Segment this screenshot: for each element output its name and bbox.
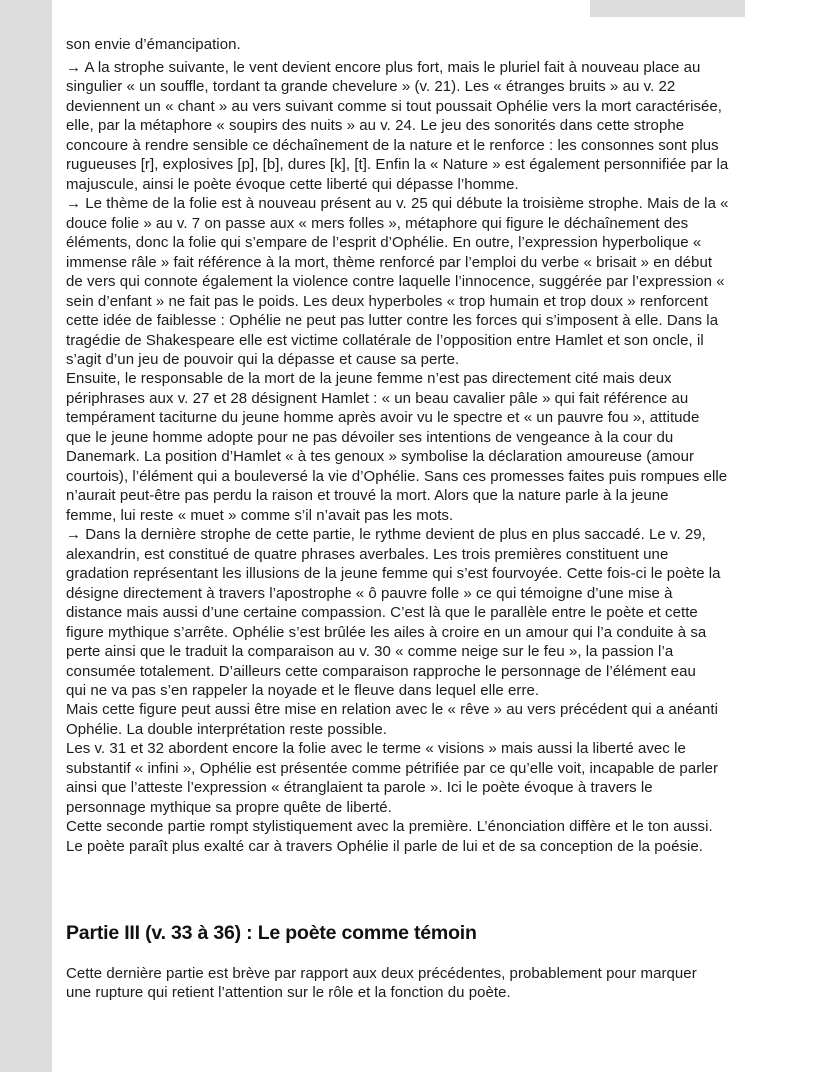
text-line: → Dans la dernière strophe de cette partie, le rythme devient de plus en plus saccadé. Le v. 29, xyxy=(66,526,706,544)
text-line: qui ne va pas s’en rappeler la noyade et le fleuve dans lequel elle erre. xyxy=(66,681,540,699)
text-line: immense râle » fait référence à la mort, thème renforcé par l’emploi du verbe « brisait » en début xyxy=(66,253,713,271)
text-line: tempérament taciturne du jeune homme après avoir vu le spectre et « un pauvre fou », attitude xyxy=(66,409,700,427)
text-line: Danemark. La position d’Hamlet « à tes genoux » symbolise la déclaration amoureuse (amour xyxy=(66,448,695,466)
text-line: deviennent un « chant » au vers suivant comme si tout poussait Ophélie vers la mort caractérisée, xyxy=(66,97,723,115)
text-line: que le jeune homme adopte pour ne pas dévoiler ses intentions de vengeance à la cour du xyxy=(66,428,674,446)
text-line: gradation représentant les illusions de la jeune femme qui s’est fourvoyée. Cette fois-ci le poète la xyxy=(66,565,721,583)
text-line: ainsi que l’atteste l’expression « étranglaient ta parole ». Ici le poète évoque à travers le xyxy=(66,779,653,797)
text-line: de vers qui connote également la violence contre laquelle l’innocence, suggérée par l’expression « xyxy=(66,273,725,291)
conclusion-paragraph xyxy=(66,964,697,1003)
text-line: douce folie » au v. 7 on passe aux « mers folles », métaphore qui figure le déchaînement des xyxy=(66,214,689,232)
text-line: femme, lui reste « muet » comme s’il n’avait pas les mots. xyxy=(66,506,454,524)
text-line: une rupture qui retient l’attention sur le rôle et la fonction du poète. xyxy=(66,984,511,1002)
text-line: rugueuses [r], explosives [p], [b], dures [k], [t]. Enfin la « Nature » est également personnifiée par la xyxy=(66,156,729,174)
text-line: n’aurait peut-être pas perdu la raison et trouvé la mort. Alors que la nature parle à la jeune xyxy=(66,487,669,505)
text-line: éléments, donc la folie qui s’empare de l’esprit d’Ophélie. En outre, l’expression hyperbolique « xyxy=(66,234,702,252)
text-line: courtois), l’élément qui a bouleversé la vie d’Ophélie. Sans ces promesses faites puis rompues elle xyxy=(66,467,728,485)
text-line: Mais cette figure peut aussi être mise en relation avec le « rêve » au vers précédent qui a anéanti xyxy=(66,701,718,719)
text-line: consumée totalement. D’ailleurs cette comparaison rapproche le personnage de l’élément eau xyxy=(66,662,696,680)
document-body xyxy=(66,35,816,856)
left-margin-panel xyxy=(0,0,52,1072)
text-line: Ensuite, le responsable de la mort de la jeune femme n’est pas directement cité mais deux xyxy=(66,370,672,388)
section-heading: Partie III (v. 33 à 36) : Le poète comme témoin xyxy=(66,922,477,944)
text-line: désigne directement à travers l’apostrophe « ô pauvre folle » ce qui témoigne d’une mise à xyxy=(66,584,673,602)
text-line: Cette seconde partie rompt stylistiquement avec la première. L’énonciation diffère et le ton aussi. xyxy=(66,818,713,836)
text-line: cette idée de faiblesse : Ophélie ne peut pas lutter contre les forces qui s’imposent à elle. Dans la xyxy=(66,312,719,330)
text-line: Le poète paraît plus exalté car à travers Ophélie il parle de lui et de sa conception de la poésie. xyxy=(66,837,704,855)
analysis-paragraphs xyxy=(66,58,816,856)
text-line: Cette dernière partie est brève par rapport aux deux précédentes, probablement pour marquer xyxy=(66,965,697,982)
text-line: périphrases aux v. 27 et 28 désignent Hamlet : « un beau cavalier pâle » qui fait référence au xyxy=(66,389,689,407)
text-line: personnage mythique sa propre quête de liberté. xyxy=(66,798,392,816)
text-line: → A la strophe suivante, le vent devient encore plus fort, mais le pluriel fait à nouveau place au xyxy=(66,58,701,76)
text-line: Ophélie. La double interprétation reste possible. xyxy=(66,720,387,738)
text-line: distance mais aussi d’une certaine compassion. C’est là que le parallèle entre le poète et cette xyxy=(66,604,698,622)
text-line: alexandrin, est constitué de quatre phrases averbales. Les trois premières constituent une xyxy=(66,545,669,563)
text-line: Les v. 31 et 32 abordent encore la folie avec le terme « visions » mais aussi la liberté avec le xyxy=(66,740,686,758)
text-line: sein d’enfant » ne fait pas le poids. Les deux hyperboles « trop humain et trop doux » renforcent xyxy=(66,292,708,310)
text-line: elle, par la métaphore « soupirs des nuits » au v. 24. Le jeu des sonorités dans cette strophe xyxy=(66,117,685,135)
text-line: figure mythique s’arrête. Ophélie s’est brûlée les ailes à croire en un amour qui l’a conduite à sa xyxy=(66,623,707,641)
text-line: s’agit d’un jeu de pouvoir qui la dépasse et cause sa perte. xyxy=(66,351,460,368)
text-line: substantif « infini », Ophélie est présentée comme pétrifiée par ce qu’elle voit, incapable de parler xyxy=(66,759,719,777)
text-line: singulier « un souffle, tordant ta grande chevelure » (v. 21). Les « étranges bruits » au v. 22 xyxy=(66,78,676,96)
text-line: concoure à rendre sensible ce déchaînement de la nature et le renforce : les consonnes sont plus xyxy=(66,136,719,154)
top-placeholder-box xyxy=(590,0,745,17)
text-line: son envie d’émancipation. xyxy=(66,36,241,53)
text-line: perte ainsi que le traduit la comparaison au v. 30 « comme neige sur le feu », la passion l’a xyxy=(66,643,674,661)
text-line: tragédie de Shakespeare elle est victime collatérale de l’opposition entre Hamlet et son oncle, il xyxy=(66,331,704,349)
text-line: → Le thème de la folie est à nouveau présent au v. 25 qui débute la troisième strophe. Mais de la « xyxy=(66,195,729,213)
text-line: majuscule, ainsi le poète évoque cette liberté qui dépasse l’homme. xyxy=(66,175,519,193)
